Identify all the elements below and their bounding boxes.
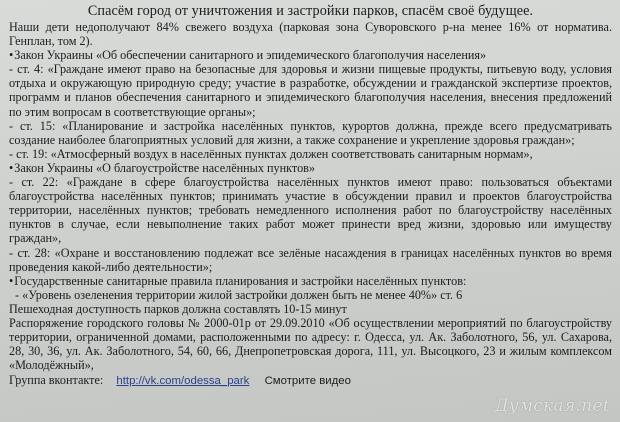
decree-text: Распоряжение городского головы № 2000-01р от 29.09.2010 «Об осуществлении мероприятий по благоустройству территории, ограниченной домами, расположенными по адресу: г. Одесса, ул. Ак. Заболотного, 56, ул. Сахарова, 28, 30, 36, ул. Ак. Заболотного, 54, 60, 66, Днепропетровская дорога, 111, ул. Высоцкого, 23 и жилым комплексом «Молодёжный», [9,315,612,373]
flyer-title: Спасём город от уничтожения и застройки парков, спасём своё будущее. [87,3,534,19]
law2-article-22: - ст. 22: «Граждане в сфере благоустройства населённых пунктов имеют право: пользоваться объектами благоустройства населённых пунктов; принимать участие в обсуждении правил и проектов благоустройства территории, населённых пунктов; требовать немедленного исполнения работ по благоустройству населённых пунктов в случае, если невыполнение таких работ может принести вред жизни, здоровью или имуществу граждан», [9,175,612,246]
law2-heading: • Закон Украины «О благоустройстве населённых пунктов» [9,161,612,175]
intro-text: Наши дети недополучают 84% свежего воздуха (парковая зона Суворовского р-на менее 16% от норматива. Генплан, том 2). [9,20,612,49]
walking-distance: Пешеходная доступность парков должна составлять 10-15 минут [9,301,347,316]
law1-article-19: - ст. 19: «Атмосферный воздух в населённых пунктах должен соответствовать санитарным нормам», [9,146,533,161]
footer [9,373,612,388]
dumskaya-watermark: Думская.net [494,396,610,416]
law1-article-4: - ст. 4: «Граждане имеют право на безопасные для здоровья и жизни пищевые продукты, питьевую воду, условия отдыха и окружающую природную среду; участие в разработке, обсуждении и гражданской экспертизе проектов, программ и планов обеспечения санитарного и эпидемического благополучия населения, внесения предложений по этим вопросам в соответствующие органы»; [9,62,612,119]
video-label: Смотрите видео [264,375,351,388]
vk-group-link[interactable]: http://vk.com/odessa_park [116,375,250,388]
rules-heading: • Государственные санитарные правила планирования и застройки населённых пунктов: [9,274,612,288]
law1-heading: • Закон Украины «Об обеспечении санитарного и эпидемического благополучия населения» [9,48,612,62]
rules-article-6: - «Уровень озеленения территории жилой застройки должен быть не менее 40%» ст. 6 [15,287,463,302]
law2-article-28: - ст. 28: «Охране и восстановлению подлежат все зелёные насаждения в границах населённых пунктов во время проведения какой-либо деятельности»; [9,245,612,274]
group-label: Группа вконтакте: [9,373,104,388]
law1-article-15: - ст. 15: «Планирование и застройка населённых пунктов, курортов должна, прежде всего предусматривать создание наиболее благоприятных условий для жизни, а также сохранение и укрепление здоровья граждан»; [9,118,612,147]
